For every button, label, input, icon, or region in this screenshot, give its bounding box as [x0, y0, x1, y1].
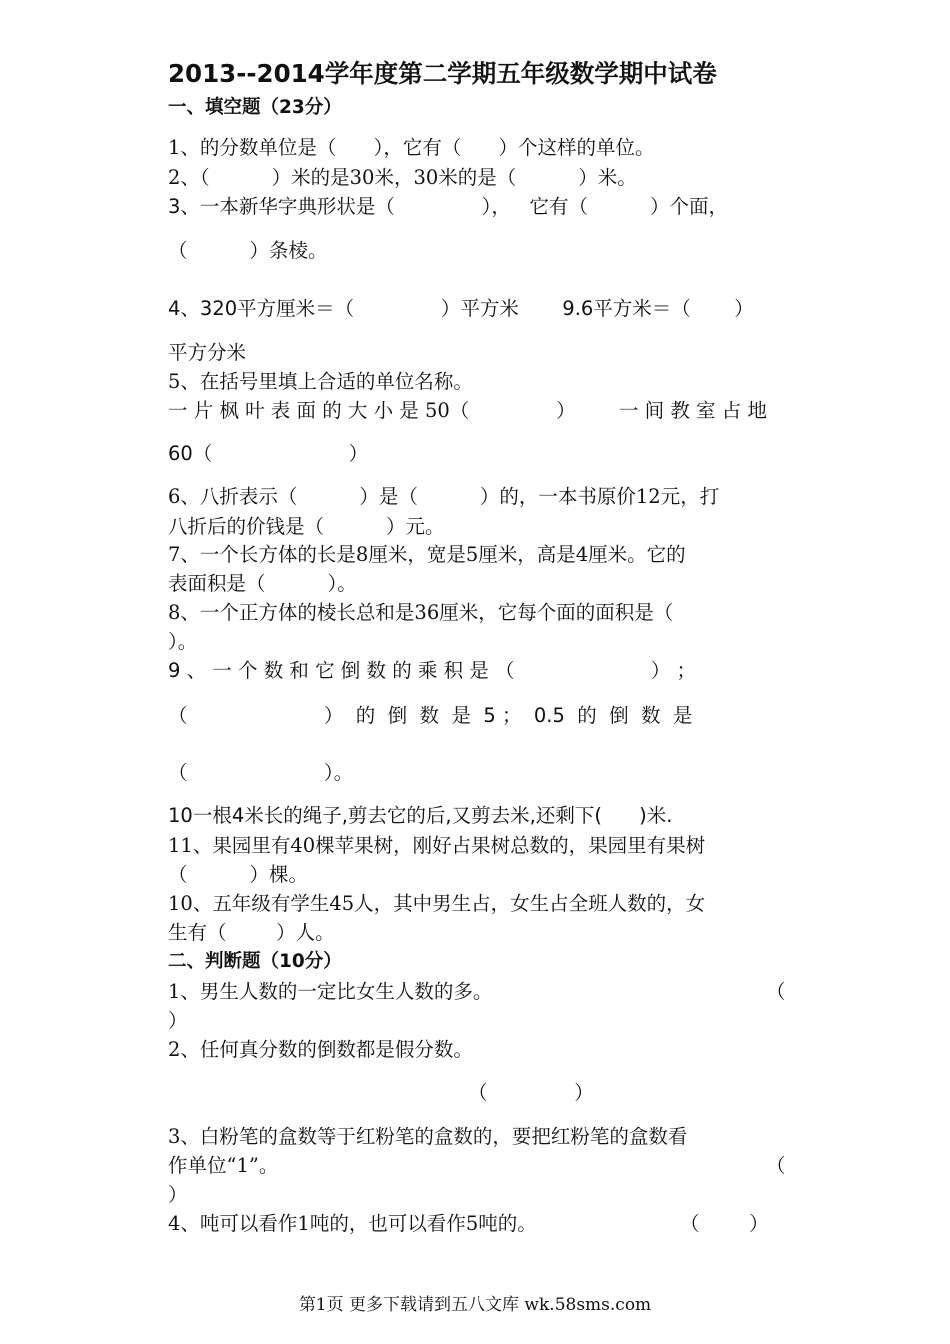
question-2: 2、（ ）米的是30米，30米的是（ ）米。 [168, 166, 637, 189]
question-11-cont: （ ）棵。 [168, 863, 308, 886]
question-3: 3、一本新华字典形状是（ ）， 它有（ ）个面， [168, 195, 729, 218]
question-11: 11、果园里有40棵苹果树，刚好占果树总数的，果园里有果树 [168, 834, 706, 857]
judge-1-close-paren: ） [168, 1009, 188, 1032]
question-5-line-a: 一 片 枫 叶 表 面 的 大 小 是 50（ ） 一 间 教 室 占 地 [168, 399, 767, 422]
question-4: 4、320平方厘米＝（ ）平方米 9.6平方米＝（ ） [168, 297, 754, 320]
question-12: 10、五年级有学生45人，其中男生占，女生占全班人数的，女 [168, 892, 706, 915]
question-3-cont: （ ）条棱。 [168, 239, 328, 262]
question-5: 5、在括号里填上合适的单位名称。 [168, 370, 473, 393]
question-5-line-b: 60（ ） [168, 442, 369, 465]
question-8: 8、一个正方体的棱长总和是36厘米，它每个面的面积是（ [168, 601, 674, 624]
page-title: 2013--2014学年度第二学期五年级数学期中试卷 [168, 59, 717, 88]
question-7: 7、一个长方体的长是8厘米，宽是5厘米，高是4厘米。它的 [168, 543, 686, 566]
question-9: 9 、 一 个 数 和 它 倒 数 的 乘 积 是 （ ） ； [168, 659, 697, 682]
judge-3-open-paren: （ [766, 1154, 786, 1177]
question-6-cont: 八折后的价钱是（ ）元。 [168, 515, 445, 538]
judge-3-cont: 作单位“1”。 [168, 1154, 279, 1177]
question-9-cont-b: （ ）。 [168, 761, 354, 784]
question-12-cont: 生有（ ）人。 [168, 921, 335, 944]
judge-1: 1、男生人数的一定比女生人数的多。 [168, 980, 493, 1003]
question-1: 1、的分数单位是（ ），它有（ ）个这样的单位。 [168, 136, 655, 159]
judge-3: 3、白粉笔的盒数等于红粉笔的盒数的，要把红粉笔的盒数看 [168, 1125, 688, 1148]
judge-2: 2、任何真分数的倒数都是假分数。 [168, 1038, 473, 1061]
judge-1-open-paren: （ [766, 980, 786, 1003]
section-heading-true-false: 二、判断题（10分） [168, 951, 342, 972]
question-6: 6、八折表示（ ）是（ ）的，一本书原价12元，打 [168, 485, 720, 508]
question-4-cont: 平方分米 [168, 341, 247, 364]
question-9-cont-a: （ ） 的 倒 数 是 5 ； 0.5 的 倒 数 是 [168, 704, 693, 727]
page-footer: 第1页 更多下载请到五八文库 wk.58sms.com [298, 1295, 652, 1315]
question-10: 10一根4米长的绳子,剪去它的后,又剪去米,还剩下( )米. [168, 804, 673, 827]
judge-3-close-paren: ） [168, 1183, 188, 1206]
question-8-cont: ）。 [168, 630, 198, 653]
section-heading-fill-in: 一、填空题（23分） [168, 97, 342, 118]
question-7-cont: 表面积是（ ）。 [168, 572, 357, 595]
judge-2-paren: （ ） [468, 1081, 594, 1104]
judge-4-paren: （ ） [680, 1212, 769, 1235]
judge-4: 4、吨可以看作1吨的，也可以看作5吨的。 [168, 1212, 537, 1235]
